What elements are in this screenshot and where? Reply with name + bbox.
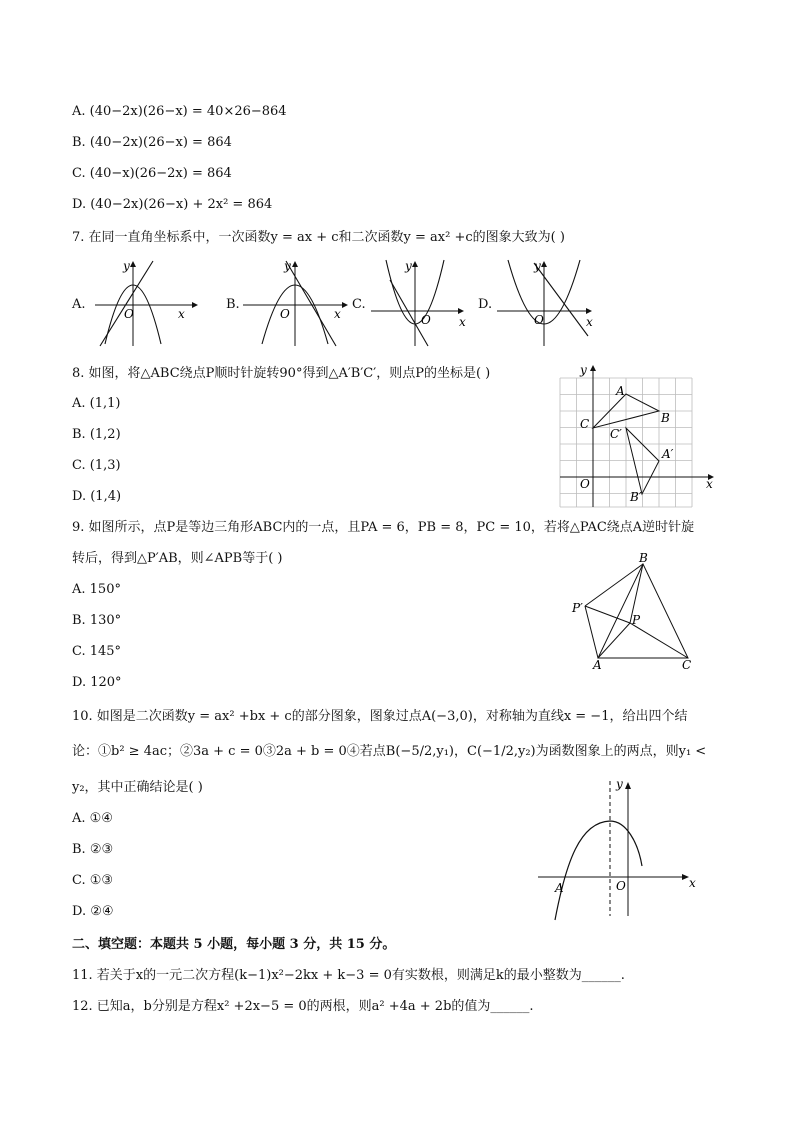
q9-point-a: A — [593, 658, 602, 672]
q7-label-b: B. — [226, 297, 240, 312]
q9-point-c: C — [682, 658, 692, 672]
q9-triangle-figure — [568, 552, 698, 672]
q7-stem: 7. 在同一直角坐标系中，一次函数y = ax + c和二次函数y = ax² +c的图象大致为( ) — [72, 230, 565, 245]
q7d-y-label: y — [534, 259, 541, 273]
q10-y-label: y — [616, 777, 623, 791]
q8-y-label: y — [580, 363, 587, 377]
q12-text: 12. 已知a，b分别是方程x² +2x−5 = 0的两根，则a² +4a + 2b的值为______. — [72, 999, 534, 1014]
q8-option-a: A. (1,1) — [72, 396, 121, 411]
q7b-y-label: y — [284, 259, 291, 273]
q8-stem: 8. 如图，将△ABC绕点P顺时针旋转90°得到△A′B′C′，则点P的坐标是( ) — [72, 366, 491, 381]
q10-stem-line2: 论：①b² ≥ 4ac；②3a + c = 0③2a + b = 0④若点B(−5/2,y₁)，C(−1/2,y₂)为函数图象上的两点，则y₁ < — [72, 744, 707, 759]
q10-x-label: x — [689, 876, 696, 890]
q10-option-b: B. ②③ — [72, 842, 114, 857]
q6-option-b: B. (40−2x)(26−x) = 864 — [72, 135, 232, 150]
q9-option-a: A. 150° — [72, 582, 121, 597]
q9-option-c: C. 145° — [72, 644, 122, 659]
q6-option-c: C. (40−x)(26−2x) = 864 — [72, 166, 232, 181]
q9-point-b: B — [639, 551, 648, 565]
q8-origin-label: O — [580, 477, 590, 491]
q10-stem-line3: y₂，其中正确结论是( ) — [72, 780, 203, 795]
q10-origin-label: O — [616, 879, 626, 893]
q8-point-c: C — [580, 417, 590, 431]
q6-option-a: A. (40−2x)(26−x) = 40×26−864 — [72, 104, 287, 119]
q7-graph-a — [90, 258, 200, 348]
q9-point-p: P — [632, 613, 641, 627]
q7a-origin-label: O — [124, 307, 134, 321]
q11-text: 11. 若关于x的一元二次方程(k−1)x²−2kx + k−3 = 0有实数根，则满足k的最小整数为______. — [72, 968, 625, 983]
q10-option-c: C. ①③ — [72, 873, 114, 888]
q6-option-d: D. (40−2x)(26−x) + 2x² = 864 — [72, 197, 273, 212]
q8-point-b: B — [661, 411, 670, 425]
q7b-origin-label: O — [280, 307, 290, 321]
q7-graph-b — [240, 258, 350, 348]
q9-stem-line1: 9. 如图所示，点P是等边三角形ABC内的一点，且PA = 6，PB = 8，PC = 10，若将△PAC绕点A逆时针旋 — [72, 520, 695, 535]
q10-point-a: A — [555, 881, 564, 895]
q7d-x-label: x — [586, 315, 593, 329]
q7-label-a: A. — [72, 297, 86, 312]
q7d-origin-label: O — [534, 313, 544, 327]
q8-point-a: A — [616, 384, 625, 398]
q7-label-d: D. — [478, 297, 493, 312]
q10-stem-line1: 10. 如图是二次函数y = ax² +bx + c的部分图象，图象过点A(−3,0)，对称轴为直线x = −1，给出四个结 — [72, 709, 688, 724]
q9-option-b: B. 130° — [72, 613, 122, 628]
q8-option-d: D. (1,4) — [72, 489, 122, 504]
q7c-y-label: y — [405, 259, 412, 273]
q7c-x-label: x — [459, 315, 466, 329]
q7c-origin-label: O — [421, 313, 431, 327]
q7a-y-label: y — [123, 259, 130, 273]
q9-point-p-prime: P′ — [572, 601, 583, 615]
q8-option-c: C. (1,3) — [72, 458, 121, 473]
q9-stem-line2: 转后，得到△P′AB，则∠APB等于( ) — [72, 551, 283, 566]
q10-parabola-figure — [536, 776, 701, 926]
section-fill-in-header: 二、填空题：本题共 5 小题，每小题 3 分，共 15 分。 — [72, 937, 396, 952]
q8-point-a-prime: A′ — [662, 447, 674, 461]
q9-option-d: D. 120° — [72, 675, 122, 690]
q8-x-label: x — [706, 477, 713, 491]
q7a-x-label: x — [178, 307, 185, 321]
q8-point-b-prime: B′ — [630, 490, 642, 504]
q8-grid-figure — [552, 362, 722, 512]
q7b-x-label: x — [334, 307, 341, 321]
q7-label-c: C. — [352, 297, 366, 312]
q8-point-c-prime: C′ — [610, 427, 622, 441]
q8-option-b: B. (1,2) — [72, 427, 121, 442]
q10-option-d: D. ②④ — [72, 904, 114, 919]
q7-graph-c — [368, 258, 478, 348]
q7-graph-d — [494, 258, 604, 348]
q10-option-a: A. ①④ — [72, 811, 113, 826]
